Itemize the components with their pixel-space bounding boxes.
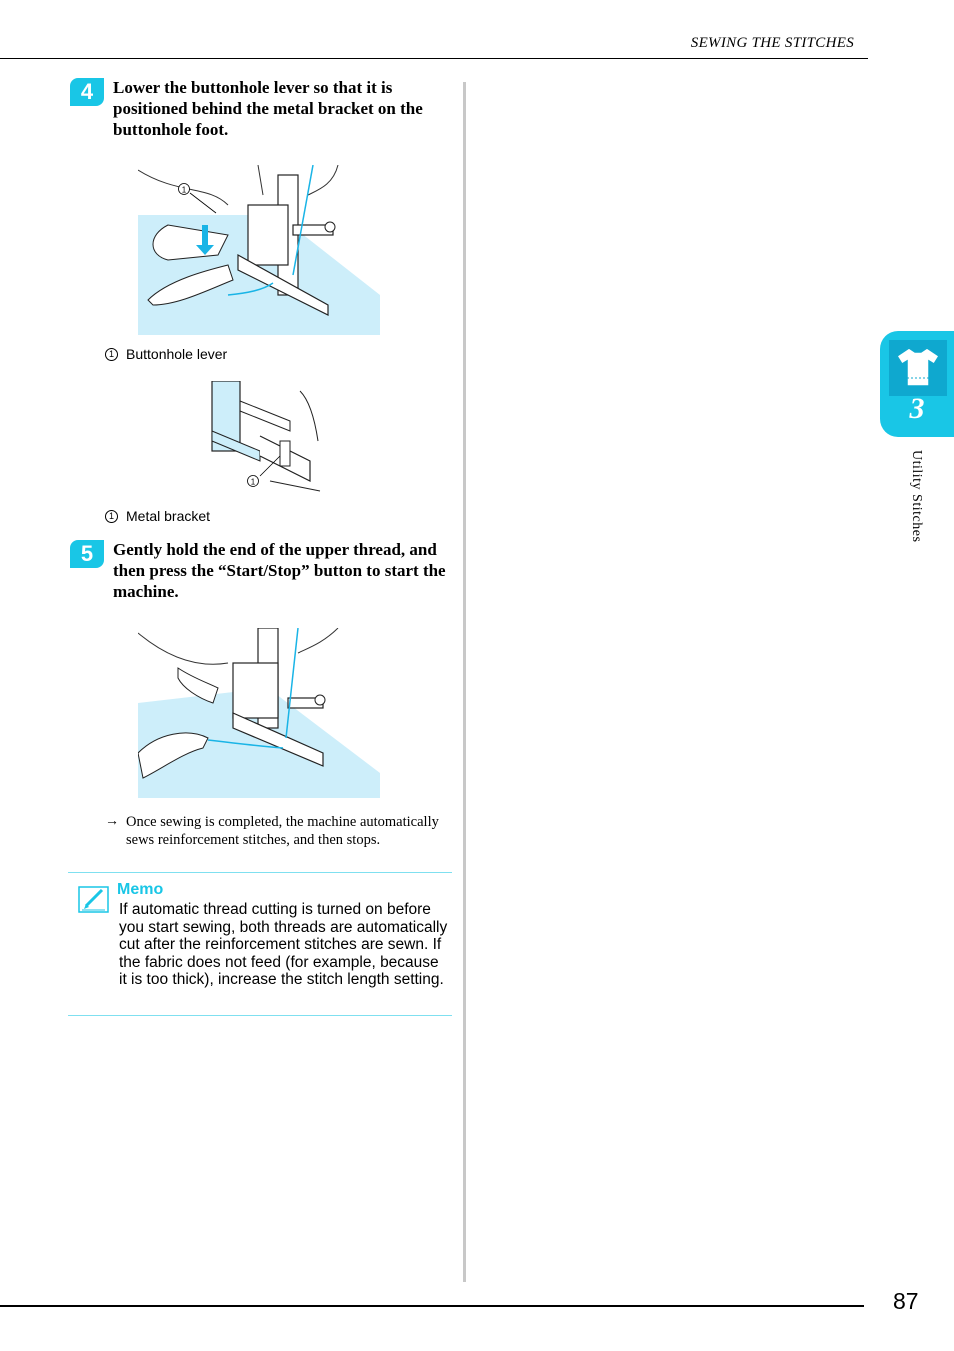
figure-buttonhole-lever bbox=[138, 165, 380, 335]
caption-callout-number: 1 bbox=[105, 348, 118, 361]
footer-rule bbox=[0, 1305, 864, 1307]
memo-bottom-rule bbox=[68, 1015, 452, 1016]
chapter-side-label: Utility Stitches bbox=[909, 450, 924, 543]
caption-text: Buttonhole lever bbox=[126, 346, 228, 362]
step-5-text: Gently hold the end of the upper thread, and then press the “Start/Stop” button to start the machine. bbox=[113, 540, 446, 601]
caption-metal-bracket bbox=[105, 508, 210, 524]
memo-text: If automatic thread cutting is turned on before you start sewing, both threads are automatically cut after the reinforcement stitches are sewn. If the fabric does not feed (for example, because it is too thick), increase the stitch length setting. bbox=[119, 901, 448, 989]
result-arrow: → bbox=[105, 814, 119, 829]
fig2-callout: 1 bbox=[250, 477, 256, 487]
running-header: SEWING THE STITCHES bbox=[690, 35, 854, 51]
page-number: 87 bbox=[893, 1288, 919, 1314]
figure-start-sewing bbox=[138, 628, 380, 798]
step-5-badge: 5 bbox=[70, 540, 104, 568]
header-rule bbox=[0, 58, 868, 59]
memo-title: Memo bbox=[117, 881, 164, 898]
step-4-badge: 4 bbox=[70, 78, 104, 106]
fig1-callout: 1 bbox=[181, 185, 187, 195]
caption-buttonhole-lever bbox=[105, 346, 227, 362]
shirt-icon bbox=[893, 344, 943, 392]
memo-top-rule bbox=[68, 872, 452, 873]
chapter-number: 3 bbox=[909, 392, 925, 425]
figure-metal-bracket bbox=[200, 381, 322, 493]
result-text: Once sewing is completed, the machine automatically sews reinforcement stitches, and then stops. bbox=[126, 814, 439, 848]
caption-callout-number: 1 bbox=[105, 510, 118, 523]
memo-pencil-icon bbox=[78, 884, 110, 914]
step-4-text: Lower the buttonhole lever so that it is positioned behind the metal bracket on the buttonhole foot. bbox=[113, 78, 423, 139]
column-divider bbox=[463, 82, 466, 1282]
caption-text: Metal bracket bbox=[126, 508, 211, 524]
